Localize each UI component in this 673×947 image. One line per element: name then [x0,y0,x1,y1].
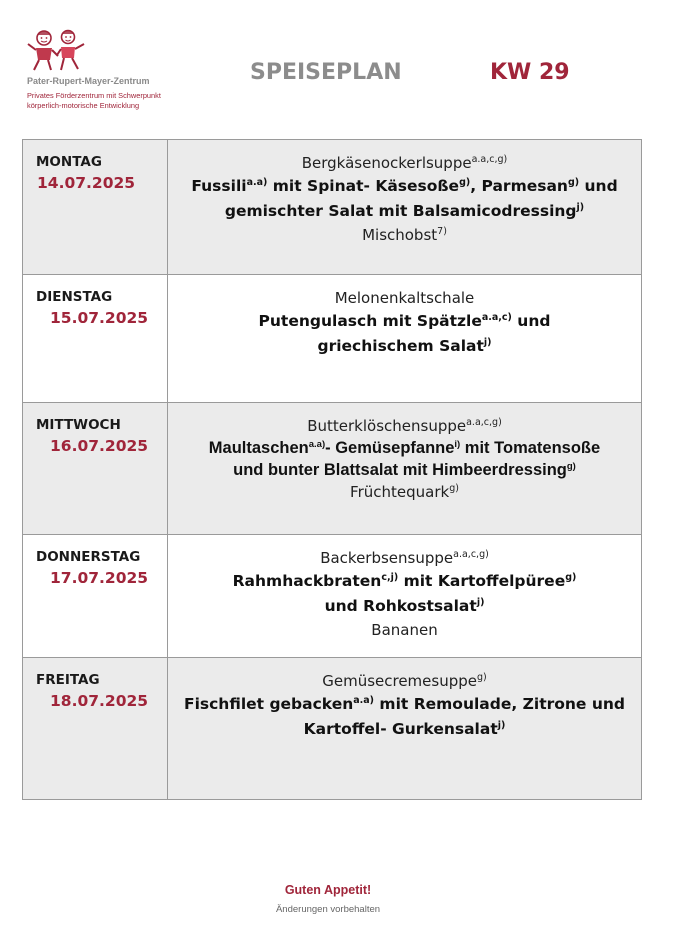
calendar-week: KW 29 [490,60,570,85]
logo-name: Pater-Rupert-Mayer-Zentrum [27,76,150,86]
day-cell [23,403,168,535]
dessert: Bananen [371,621,438,639]
day-date: 15.07.2025 [50,309,149,327]
logo-subtitle-line1: Privates Förderzentrum mit Schwerpunkt [27,91,161,100]
day-date: 17.07.2025 [50,569,149,587]
day-row-wednesday [23,403,642,535]
soup: Melonenkaltschale [334,289,475,307]
footer-greeting: Guten Appetit! [284,883,372,897]
day-cell [23,275,168,403]
menu-table [22,139,642,800]
day-date: 16.07.2025 [50,437,149,455]
dessert: Früchtequark$^{g)}$ [350,483,459,501]
dessert: Mischobst$^{7)}$ [362,226,447,244]
page-title: SPEISEPLAN [250,60,402,85]
day-date: 18.07.2025 [50,692,149,710]
logo-subtitle-line2: körperlich-motorische Entwicklung [27,101,140,110]
day-cell [23,658,168,800]
main-course-line2: griechischem Salat$^{j)}$ [317,337,492,355]
day-name: FREITAG [36,672,100,688]
menu-cell [168,658,642,800]
day-row-friday [23,658,642,800]
menu-cell [168,535,642,658]
children-logo-icon [26,28,88,74]
soup: Backerbsensuppe$^{a.a,c,g)}$ [320,549,489,567]
menu-cell [168,140,642,275]
day-name: DIENSTAG [36,289,113,305]
footer-note: Änderungen vorbehalten [275,904,381,915]
main-course-line1: Maultaschen$^{a.a)}$- Gemüsepfanne$^{i)}$ mit Tomatensoße [208,439,601,457]
soup: Bergkäsenockerlsuppe$^{a.a,c,g)}$ [301,154,508,172]
menu-cell [168,275,642,403]
main-course-line2: Kartoffel- Gurkensalat$^{j)}$ [303,720,506,738]
main-course-line2: gemischter Salat mit Balsamicodressing$^{j)}$ [224,202,585,220]
day-name: DONNERSTAG [36,549,141,565]
main-course-line1: Fischfilet gebacken$^{a.a)}$ mit Remoulade, Zitrone und [183,695,626,713]
day-row-thursday [23,535,642,658]
main-course-line2: und bunter Blattsalat mit Himbeerdressing$^{g)}$ [233,461,576,479]
day-cell [23,140,168,275]
main-course-line1: Putengulasch mit Spätzle$^{a.a,c)}$ und [258,312,551,330]
menu-cell [168,403,642,535]
day-date: 14.07.2025 [37,174,136,192]
main-course-line2: und Rohkostsalat$^{j)}$ [324,597,485,615]
day-name: MONTAG [36,154,102,170]
main-course-line1: Rahmhackbraten$^{c,j)}$ mit Kartoffelpüree$^{g)}$ [232,572,577,590]
day-row-monday [23,140,642,275]
soup: Butterklöschensuppe$^{a.a,c,g)}$ [307,417,502,435]
day-name: MITTWOCH [36,417,121,433]
day-cell [23,535,168,658]
day-row-tuesday [23,275,642,403]
main-course-line1: Fussili$^{a.a)}$ mit Spinat- Käsesoße$^{g)}$, Parmesan$^{g)}$ und [191,177,618,195]
soup: Gemüsecremesuppe$^{g)}$ [322,672,487,690]
